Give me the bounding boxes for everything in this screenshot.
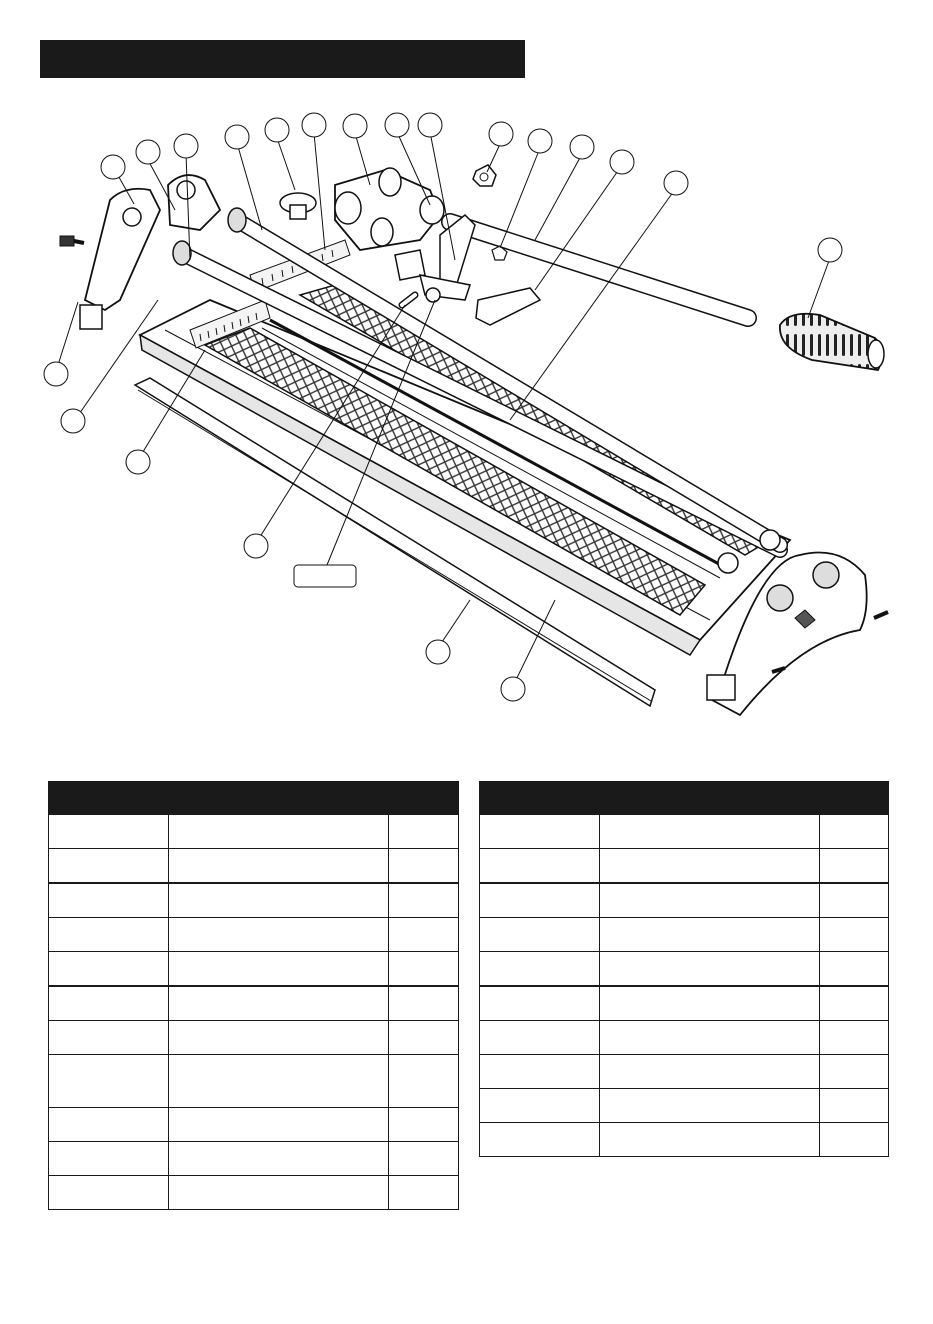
callout-bubble [174, 134, 198, 158]
table-row [49, 1176, 459, 1210]
table-header-cell [169, 782, 389, 815]
table-row [49, 1108, 459, 1142]
cutter-handle [476, 288, 540, 325]
parts-table-right [479, 781, 889, 1157]
table-row [480, 1089, 889, 1123]
table-row [49, 815, 459, 849]
table-row [49, 1055, 459, 1108]
callout-bubble [426, 640, 450, 664]
callout-bubble [265, 118, 289, 142]
table-row [49, 883, 459, 918]
exploded-parts-diagram [0, 95, 933, 735]
table-row [49, 1142, 459, 1176]
right-end-support [707, 530, 888, 715]
callout-bubble [664, 171, 688, 195]
callout-bubble [570, 135, 594, 159]
table-header-cell [820, 782, 889, 815]
table-row [49, 986, 459, 1021]
callout-bubble [610, 150, 634, 174]
callout-bubble [528, 129, 552, 153]
pin [402, 295, 415, 305]
table-row [480, 952, 889, 987]
table-row [480, 1021, 889, 1055]
callout-bubble [302, 113, 326, 137]
parts-table-left [48, 781, 459, 1210]
callout-bubble [385, 113, 409, 137]
callout-bubble [244, 534, 268, 558]
table-row [49, 952, 459, 987]
section-header-bar [40, 40, 525, 78]
table-header-cell [389, 782, 459, 815]
screw-left [60, 236, 84, 246]
table-header-cell [480, 782, 600, 815]
table-row [480, 1123, 889, 1157]
table-row [49, 1021, 459, 1055]
callout-bubble [343, 114, 367, 138]
locking-knob [280, 193, 316, 219]
table-row [480, 849, 889, 884]
table-header-row [480, 782, 889, 815]
callout-bubble [225, 125, 249, 149]
hex-nut [473, 165, 496, 186]
table-header-cell [49, 782, 169, 815]
table-row [480, 986, 889, 1021]
callout-bubble [136, 140, 160, 164]
table-header-row [49, 782, 459, 815]
callout-bubble [818, 238, 842, 262]
callout-bubble [126, 450, 150, 474]
callout-bubble [489, 122, 513, 146]
table-row [480, 815, 889, 849]
table-row [49, 849, 459, 884]
callout-bubble [501, 677, 525, 701]
callout-bubble [101, 155, 125, 179]
table-row [49, 918, 459, 952]
callout-bubble [61, 409, 85, 433]
grip-handle [780, 314, 884, 370]
table-row [480, 1055, 889, 1089]
table-row [480, 883, 889, 918]
callout-bubble [44, 362, 68, 386]
table-header-cell [600, 782, 820, 815]
cutter-carriage [335, 168, 444, 280]
callout-label-box [294, 565, 356, 587]
callout-bubble [418, 113, 442, 137]
table-row [480, 918, 889, 952]
